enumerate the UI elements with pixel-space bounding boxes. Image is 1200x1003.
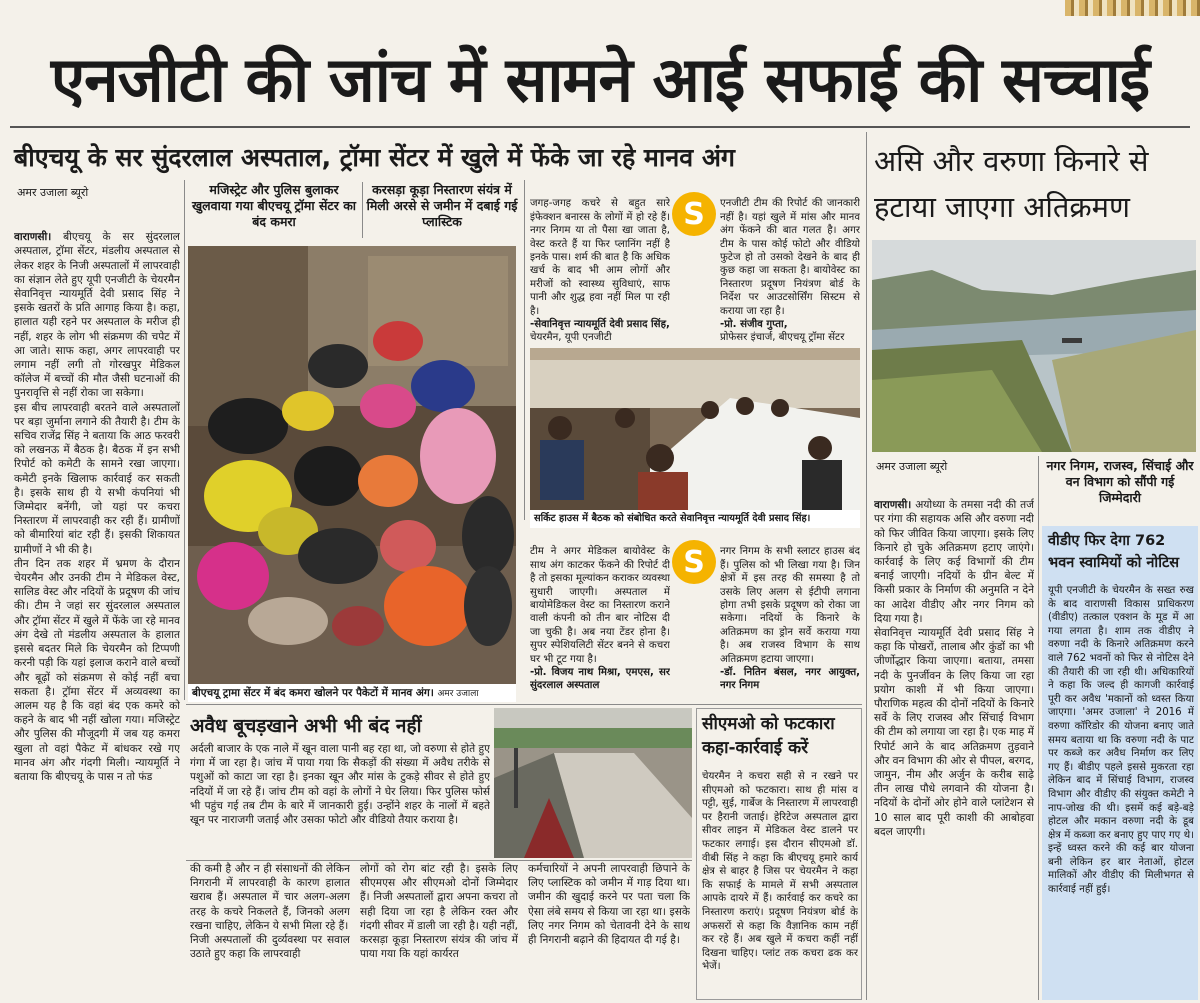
column-rule-2 bbox=[362, 182, 363, 238]
bottom-col1: की कमी है और न ही संसाधनों की लेकिन निगरानी में लापरवाही के कारण हालात खराब हैं। अस्पताल में चार अलग-अलग तरह के कचरे निकलते हैं, जिनको अलग रखना चाहिए, लेकिन ये सभी मिला रहे हैं। निजी अस्पतालों की दुर्व्यवस्था पर सवाल उठाते हुए कहा कि लापरवाही bbox=[190, 863, 350, 961]
cmo-text: चेयरमैन ने कचरा सही से न रखने पर सीएमओ को फटकारा। साथ ही मांस व पट्टी, सुई, गार्बेज के निस्तारण में लापरवाही पर हैरानी जताई। हेरिटेज अस्पताल द्वारा सीवर लाइन में मेडिकल वेस्ट डालने पर फटकार लगाई। इस दौरान सीएमओ डॉ. वीबी सिंह ने कहा कि बीएचयू हमारे कार्य क्षेत्र से बाहर है जिस पर चेयरमैन ने कहा कि सफाई के मामले में सभी अस्पताल आपके दायरे में हैं। कार्रवाई कर कचरे का निस्तारण कराएं। प्रदूषण नियंत्रण बोर्ड के अफसरों से कहा कि वैज्ञानिक काम नहीं कर रहे हैं। अब खुले में कचरा कहीं नहीं दिखना चाहिए। प्लांट तक कचरा ढक कर भेजें। bbox=[702, 771, 858, 973]
drain-photo bbox=[494, 708, 692, 858]
column-rule-3 bbox=[524, 180, 525, 520]
headline-rule bbox=[10, 126, 1190, 128]
main-subheadline: बीएचयू के सर सुंदरलाल अस्पताल, ट्रॉमा सेंटर में खुले में फेंके जा रहे मानव अंग bbox=[14, 143, 735, 172]
quote1-left-text: जगह-जगह कचरे से बहुत सारे इंफेक्शन बनारस के लोगों में हो रहे हैं। नगर निगम या तो पैसा खा जाता है, वेस्ट करते हैं या फिर प्लानिंग नहीं है इनके पास। शर्म की बात है कि अधिक खर्च के बाद भी आम लोगों और मरीजों को स्वास्थ्य सुविधाएं, साफ पानी और शुद्ध हवा नहीं मिल पा रही है। bbox=[530, 198, 670, 317]
cmo-headline: सीएमओ को फटकारा कहा-कार्रवाई करें bbox=[702, 714, 835, 758]
column-rule-1 bbox=[184, 180, 185, 700]
side-headline: असि और वरुणा किनारे से हटाया जाएगा अतिक्रमण bbox=[874, 144, 1149, 224]
top-right-decoration bbox=[1065, 0, 1200, 16]
quote1-right-role: प्रोफेसर इंचार्ज, बीएचयू ट्रॉमा सेंटर bbox=[720, 332, 845, 344]
trauma-center-photo bbox=[188, 246, 516, 684]
bottom-rule bbox=[186, 860, 692, 861]
quote1-right bbox=[720, 184, 860, 344]
box1-title: मजिस्ट्रेट और पुलिस बुलाकर खुलवाया गया बीएचयू ट्रॉमा सेंटर का बंद कमरा bbox=[191, 182, 357, 229]
quote2-right bbox=[720, 532, 860, 700]
quote1-right-text: एनजीटी टीम की रिपोर्ट की जानकारी नहीं है। यहां खुले में मांस और मानव अंग फेंकने की बात गलत है। अगर टीम के पास कोई फोटो और वीडियो फुटेज हो तो उसको देखने के बाद ही कुछ कहा जा सकता है। बायोवेस्ट का निस्तारण प्रदूषण नियंत्रण बोर्ड के निर्देश पर आउटसोर्सिंग सिस्टम से कराया जा रहा है। bbox=[720, 198, 860, 317]
box2-title: करसड़ा कूड़ा निस्तारण संयंत्र में मिली अरसे से जमीन में दबाई गई प्लास्टिक bbox=[366, 182, 518, 229]
mid-rule bbox=[186, 704, 862, 705]
vda-headline: वीडीए फिर देगा 762 भवन स्वामियों को नोटिस bbox=[1048, 533, 1180, 571]
river-photo bbox=[872, 240, 1196, 452]
quote2-left-text: टीम ने अगर मेडिकल बायोवेस्ट के साथ अंग काटकर फेंकने की रिपोर्ट दी है तो इसका मूल्यांकन कराकर व्यवस्था सुधारी जाएगी। अस्पताल में बायोमेडिकल वेस्ट का निस्तारण कराने वाली कंपनी को तीन बार नोटिस दी जा चुकी है। अब नया टेंडर होना है। सुपर स्पेशियलिटी सेंटर बनने से कचरा घर भी टूट गया है। bbox=[530, 546, 670, 665]
trauma-photo-caption bbox=[188, 684, 516, 702]
meeting-photo-caption: सर्किट हाउस में बैठक को संबोधित करते सेवानिवृत्त न्यायमूर्ति देवी प्रसाद सिंह। bbox=[530, 510, 860, 528]
quote2-right-text: नगर निगम के सभी स्लाटर हाउस बंद हैं। पुलिस को भी लिखा गया है। जिन क्षेत्रों में इस तरह की समस्या है तो उसके लिए अलग से ईटीपी लगाना होगा तभी इसके प्रदूषण को रोका जा सकेगा। नदियों के किनारे के अतिक्रमण का ड्रोन सर्वे कराया गया है। अब राजस्व विभाग के साथ अतिक्रमण हटाया जाएगा। bbox=[720, 546, 860, 665]
quote1-left-sig: -सेवानिवृत्त न्यायमूर्ति देवी प्रसाद सिंह, bbox=[530, 319, 670, 331]
main-dateline: वाराणसी। bbox=[14, 231, 52, 244]
quote2-left-sig: -प्रो. विजय नाथ मिश्रा, एमएस, सर सुंदरलाल अस्पताल bbox=[530, 667, 670, 692]
column-rule-side bbox=[1038, 456, 1039, 1000]
quote2-right-sig: -डॉ. नितिन बंसल, नगर आयुक्त, नगर निगम bbox=[720, 667, 860, 692]
side-text bbox=[874, 484, 1034, 1000]
meeting-photo-art bbox=[530, 348, 860, 510]
column-rule-main-side bbox=[866, 132, 867, 1000]
slaughter-headline: अवैध बूचड़खाने अभी भी बंद नहीं bbox=[190, 715, 422, 737]
trauma-photo-caption-text: बीएचयू ट्रामा सेंटर में बंद कमरा खोलने पर पैकेटों में मानव अंग। bbox=[192, 687, 434, 699]
side-byline: अमर उजाला ब्यूरो bbox=[876, 460, 948, 473]
side-subheadline: नगर निगम, राजस्व, सिंचाई और वन विभाग को सौंपी गई जिम्मेदारी bbox=[1046, 458, 1194, 505]
amar-ujala-logo-icon-2: S bbox=[672, 540, 716, 584]
amar-ujala-logo-icon: S bbox=[672, 192, 716, 236]
quote1-left bbox=[530, 184, 670, 344]
main-byline: अमर उजाला ब्यूरो bbox=[17, 186, 89, 199]
meeting-photo bbox=[530, 348, 860, 510]
side-body: अयोध्या के तमसा नदी की तर्ज पर गंगा की सहायक असि और वरुणा नदी को फिर जीवित किया जाएगा। इसके लिए किनारे हो चुके अतिक्रमण हटाए जाएंगे। कार्रवाई के लिए कई विभागों की टीम बनाई जाएगी। नदियों के ग्रीन बेल्ट में किसी प्रकार के निर्माण की अनुमति न देने का आदेश वीडीए और नगर निगम को दिया गया है। सेवानिवृत्त न्यायमूर्ति देवी प्रसाद सिंह ने कहा कि पोखरों, तालाब और कुंडों का भी जीर्णोद्धार किया जाएगा। बताया, तमसा नदी के पुनर्जीवन के लिए किया जा रहा प्रयोग काशी में भी किया जाएगा। पौराणिक महत्व की दोनों नदियों के किनारे सर्वे के लिए राजस्व और सिंचाई विभाग की टीम को लगाया जा रहा है। एक माह में रिपोर्ट आने के बाद अतिक्रमण तुड़वाने और वन विभाग की ओर से पीपल, बरगद, जामुन, नीम और अर्जुन के करीब साढ़े तीन लाख पौधे लगवाने की योजना है। नदियों के दोनों ओर होने वाले प्लांटेशन से 10 साल बाद पूरी काशी की आबोहवा बदल जाएगी। bbox=[874, 499, 1034, 838]
river-photo-art bbox=[872, 240, 1196, 452]
vda-text: यूपी एनजीटी के चेयरमैन के सख्त रुख के बाद वाराणसी विकास प्राधिकरण (वीडीए) तत्काल एक्शन के मूड में आ गया लगता है। शाम तक वीडीए ने वरुणा नदी के किनारे अतिक्रमण करने वाले 762 भवनों को फिर से नोटिस देने की तैयारी की जा रही थी। अधिकारियों ने कहा कि जल्द ही कागजी कार्रवाई पूरी कर अवैध 'मकानों को ध्वस्त किया जाएगा। 'अमर उजाला' ने 2016 में वरुणा कॉरिडोर की योजना बनाए जाते समय बताया था कि वरुणा नदी के पाट पर कब्जे कर अवैध निर्माण कर लिए गए हैं। बीडीए पहले इससे मुकरता रहा लेकिन बाद में सिंचाई विभाग, राजस्व विभाग और वीडीए की संयुक्त कमेटी ने नाप-जोख की थी। इसमें कई बड़े-बड़े होटल और मकान वरुणा नदी के डूब क्षेत्र में कब्जा कर बनाए हुए पाए गए थे। इन्हें ध्वस्त करने की कई बार योजना बनी लेकिन हर बार नेताओं, होटल मालिकों और वीडीए की मिलीभगत से कार्रवाई नहीं हुई। bbox=[1048, 585, 1194, 896]
trauma-center-photo-art bbox=[188, 246, 516, 684]
slaughter-text: अर्दली बाजार के एक नाले में खून वाला पानी बह रहा था, जो वरुणा से होते हुए गंगा में जा रहा है। जांच में पाया गया कि सैकड़ों की संख्या में अवैध तरीके से पशुओं को काटा जा रहा है। इनका खून और मांस के टुकड़े सीवर से होते हुए नदियों में जा रहे हैं। जांच टीम को वहां के लोगों ने घेर लिया। फिर पुलिस फोर्स भी पहुंच गई तब टीम के बारे में जानकारी हुई। उन्होंने शहर के नालों में बहते खून पर नाराजगी जताई और उसका फोटो और वीडियो तैयार कराया है। bbox=[190, 743, 490, 827]
quote1-left-role: चेयरमैन, यूपी एनजीटी bbox=[530, 332, 612, 344]
bottom-col3: कर्मचारियों ने अपनी लापरवाही छिपाने के लिए प्लास्टिक को जमीन में गाड़ दिया था। जमीन की खुदाई करने पर पता चला कि ऐसा लंबे समय से किया जा रहा था। इसके लिए नगर निगम को चेतावनी देने के साथ ही निगरानी बढ़ाने की हिदायत दी गई है। bbox=[528, 863, 690, 947]
bottom-col2: लोगों को रोग बांट रही है। इसके लिए सीएमएस और सीएमओ दोनों जिम्मेदार हैं। निजी अस्पतालों द्वारा अपना कचरा तो सही दिया जा रहा है लेकिन रक्त और गंदगी सीवर में डाली जा रही है। यही नहीं, करसड़ा कूड़ा निस्तारण संयंत्र की जांच में पाया गया कि यहां कार्यरत bbox=[360, 863, 518, 961]
quote2-left bbox=[530, 532, 670, 700]
main-col1-text bbox=[14, 216, 180, 1000]
quote1-right-sig: -प्रो. संजीव गुप्ता, bbox=[720, 319, 788, 331]
main-col1-body: बीएचयू के सर सुंदरलाल अस्पताल, ट्रॉमा सेंटर, मंडलीय अस्पताल से लेकर शहर के निजी अस्पतालों में लापरवाही का संज्ञान लेते हुए यूपी एनजीटी के चेयरमैन सेवानिवृत्त न्यायमूर्ति देवी प्रसाद सिंह ने इसके खतरों के प्रति आगाह किया है। कहा, हालात यही रहने पर अस्पताल के मरीज ही नहीं, शहर के लोग भी संक्रमण की चपेट में आ जाते। साफ कहा, अगर लापरवाही पर लगाम नहीं लगी तो गोरखपुर मेडिकल कॉलेज में बच्चों की मौत जैसी घटनाओं की पुनरावृत्ति से नहीं रोका जा सकेगा। इस बीच लापरवाही बरतने वाले अस्पतालों पर बड़ा जुर्माना लगाने की तैयारी है। टीम के सचिव राजेंद्र सिंह ने बताया कि आठ फरवरी को लखनऊ में बैठक है। बैठक में इन सभी रिपोर्ट को कमेटी के सामने रखा जाएगा। कमेटी इनके खिलाफ कार्रवाई कर सकती है। इसके साथ ही ये सभी कंपनियां भी जिम्मेदार बनेंगी, जो यहां पर कचरा निस्तारण में लापरवाही कर रही हैं। ग्रामीणों को बीमारियां बांट रही हैं। इसकी शिकायत ग्रामीणों ने भी की है। तीन दिन तक शहर में भ्रमण के दौरान चेयरमैन और उनकी टीम ने मेडिकल वेस्ट, सालिड वेस्ट और नदियों के प्रदूषण की जांच की। टीम ने जहां सर सुंदरलाल अस्पताल और ट्रॉमा सेंटर में खुले में फेंके जा रहे मानव अंग देखे तो मंडलीय अस्पताल के हालात इससे बदतर मिले कि चेयरमैन को टिप्पणी करनी पड़ी कि यहां इलाज कराने वाले बच्चों और बूढ़ों को संक्रमण से कोई नहीं बचा सकता है। ट्रॉमा सेंटर में अव्यवस्था का आलम यह है कि वहां बंद एक कमरे को कहने के बाद भी नहीं खोला गया। मजिस्ट्रेट और पुलिस की मौजूदगी में जब यह कमरा खुला तो वहां पैकेट में बांधकर रखे गए मानव अंग और गंदगी मिली। न्यायमूर्ति ने बताया कि बीएचयू के पास न तो फंड bbox=[14, 231, 180, 783]
drain-photo-art bbox=[494, 708, 692, 858]
side-dateline: वाराणसी। bbox=[874, 499, 912, 512]
main-headline: एनजीटी की जांच में सामने आई सफाई की सच्चाई bbox=[50, 43, 1150, 116]
trauma-photo-credit: अमर उजाला bbox=[437, 689, 479, 699]
